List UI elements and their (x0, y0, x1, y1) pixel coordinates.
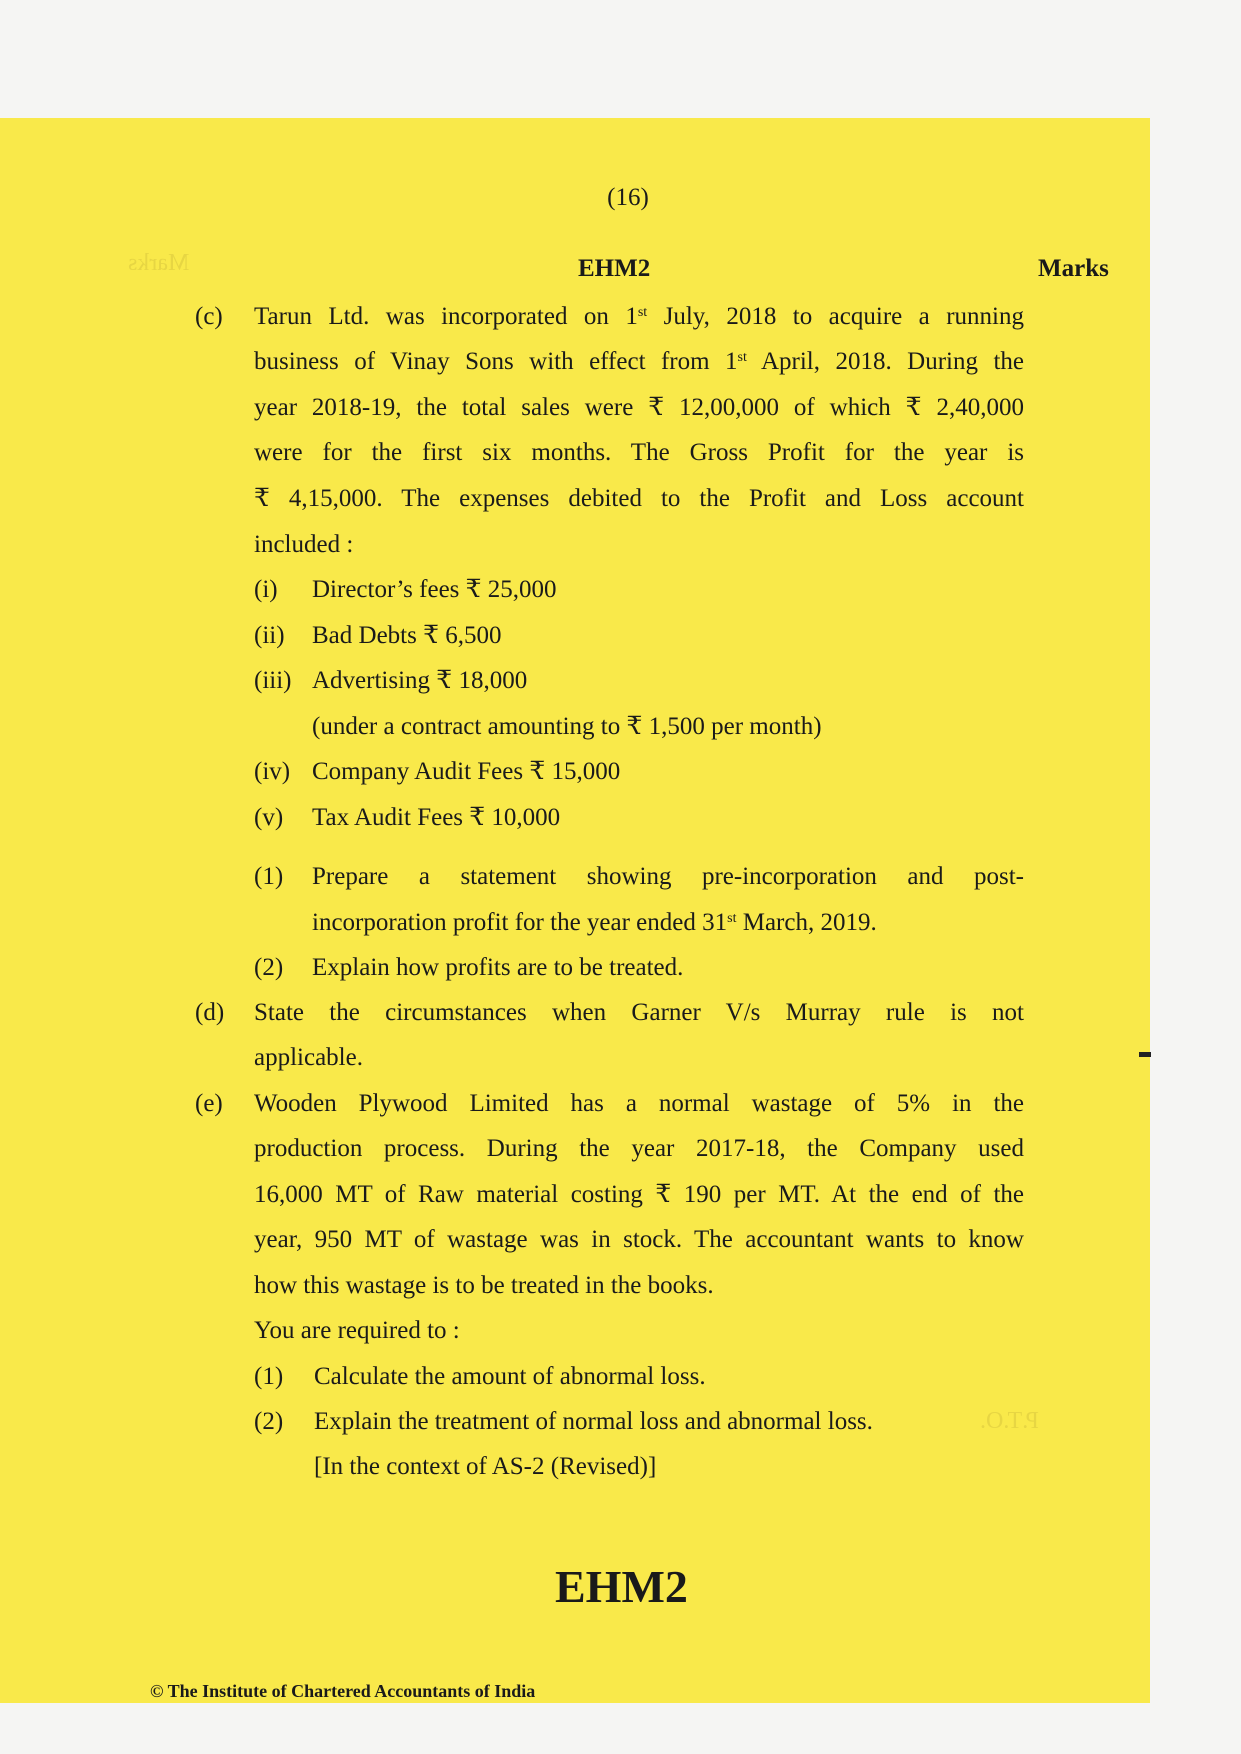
task-text: Explain how profits are to be treated. (312, 954, 684, 981)
question-e-line: Wooden Plywood Limited has a normal wastage of 5% in the (254, 1090, 1024, 1117)
task-number: (2) (254, 954, 284, 981)
question-label-c: (c) (195, 303, 223, 330)
margin-mark (1139, 1052, 1151, 1057)
expense-item: Bad Debts ₹ 6,500 (312, 622, 502, 649)
expense-item: Tax Audit Fees ₹ 10,000 (312, 804, 561, 831)
expense-item: Advertising ₹ 18,000 (312, 667, 528, 694)
marks-label: Marks (1038, 255, 1109, 282)
question-e-line: production process. During the year 2017-18, the Company used (254, 1135, 1024, 1162)
question-c-line: were for the first six months. The Gross Profit for the year is (254, 439, 1024, 466)
expense-note: (under a contract amounting to ₹ 1,500 per month) (312, 713, 822, 740)
question-c-line: business of Vinay Sons with effect from 1st April, 2018. During the (254, 348, 1024, 375)
question-c-line: ₹ 4,15,000. The expenses debited to the Profit and Loss account (254, 485, 1024, 512)
expense-item: Director’s fees ₹ 25,000 (312, 576, 557, 603)
question-e-line: how this wastage is to be treated in the books. (254, 1272, 714, 1299)
task-text: Prepare a statement showing pre-incorporation and post- (312, 863, 1024, 890)
question-label-d: (d) (195, 999, 225, 1026)
bleed-through-text: Marks (128, 250, 190, 276)
question-c-line: year 2018-19, the total sales were ₹ 12,00,000 of which ₹ 2,40,000 (254, 394, 1024, 421)
task-text: Calculate the amount of abnormal loss. (314, 1363, 706, 1390)
task-text: Explain the treatment of normal loss and abnormal loss. (314, 1408, 873, 1435)
bleed-through-text: P.T.O. (980, 1408, 1039, 1434)
task-number: (1) (254, 863, 284, 890)
question-e-line: 16,000 MT of Raw material costing ₹ 190 per MT. At the end of the (254, 1181, 1024, 1208)
footer-paper-code: EHM2 (555, 1561, 688, 1612)
paper-code: EHM2 (578, 255, 651, 282)
task-number: (2) (254, 1408, 284, 1435)
question-c-line: Tarun Ltd. was incorporated on 1st July, 2018 to acquire a running (254, 303, 1024, 330)
copyright-notice: © The Institute of Chartered Accountants of India (150, 1681, 536, 1701)
task-text: incorporation profit for the year ended 31st March, 2019. (312, 909, 877, 936)
question-e-line: year, 950 MT of wastage was in stock. The accountant wants to know (254, 1226, 1024, 1253)
expense-number: (iii) (254, 667, 292, 694)
expense-number: (v) (254, 804, 284, 831)
expense-number: (iv) (254, 758, 291, 785)
expense-number: (ii) (254, 622, 285, 649)
required-heading: You are required to : (254, 1317, 460, 1344)
expense-number: (i) (254, 576, 278, 603)
question-d-line: applicable. (254, 1044, 363, 1071)
question-c-line: included : (254, 531, 354, 558)
page-number: (16) (607, 184, 649, 211)
context-note: [In the context of AS-2 (Revised)] (314, 1453, 657, 1480)
expense-item: Company Audit Fees ₹ 15,000 (312, 758, 621, 785)
question-label-e: (e) (195, 1090, 223, 1117)
question-d-line: State the circumstances when Garner V/s Murray rule is not (254, 999, 1024, 1026)
task-number: (1) (254, 1363, 284, 1390)
